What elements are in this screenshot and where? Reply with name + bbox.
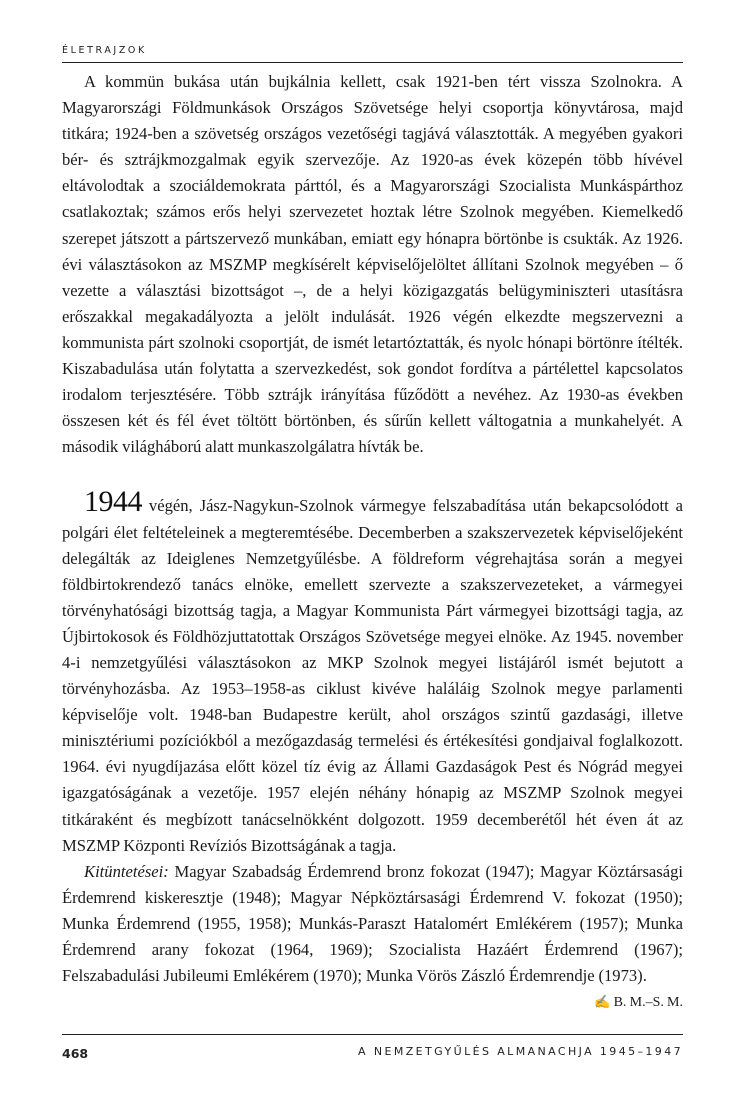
- paragraph-early-career: A kommün bukása után bujkálnia kellett, csak 1921-ben tért vissza Szolnokra. A Magyarországi Földmunkások Országos Szövetsége helyi csoportja könyvtárosa, majd titkára; 1924-ben a szövetség országos vezetőségi tagjává választották. A megyében gyakori bér- és sztrájkmozgalmak egyik szervezője. Az 1920-as évek közepén több hívével eltávolodtak a szociáldemokrata párttól, és a Magyarországi Szocialista Munkáspárthoz csatlakoztak; számos erős helyi szervezetet hoztak létre Szolnok megyében. Kiemelkedő szerepet játszott a pártszervező munkában, emiatt egy hónapra börtönbe is csukták. Az 1926. évi választásokon az MSZMP megkísérelt képviselőjelöltet állítani Szolnok megyében – ő vezette a választási bizottságot –, de a helyi közigazgatás belügyminiszteri utasításra erőszakkal megakadályozta a jelölt indulását. 1926 végén elkezdte megszervezni a kommunista párt szolnoki csoportját, de ismét letartóztatták, és nyolc hónapi börtönre ítélték. Kiszabadulása után folytatta a szervezkedést, sok gondot fordítva a pártélettel kapcsolatos irodalom terjesztésére. Több sztrájk irányítása fűződött a nevéhez. Az 1930-as években összesen két és fél évet töltött börtönben, és sűrűn kellett váltogatnia a munkahelyét. A második világháború alatt munkaszolgálatra hívták be.: [62, 72, 683, 457]
- awards-list: Magyar Szabadság Érdemrend bronz fokozat (1947); Magyar Köztársasági Érdemrend kiskeresztje (1948); Magyar Népköztársasági Érdemrend V. fokozat (1950); Munka Érdemrend (1955, 1958); Munkás-Paraszt Hatalomért Emlékérem (1957); Munka Érdemrend arany fokozat (1964, 1969); Szocialista Hazáért Érdemrend (1967); Felszabadulási Jubileumi Emlékérem (1970); Munka Vörös Zászló Érdemrendje (1973).: [62, 861, 683, 986]
- awards-label: Kitüntetései:: [84, 861, 169, 881]
- biography-text: [62, 69, 683, 1016]
- footer-rule: [62, 1034, 683, 1035]
- author-signature: [594, 989, 683, 1016]
- section-lead-year: 1944: [84, 485, 142, 519]
- pen-writing-icon: ✍: [594, 994, 611, 1010]
- page-number: 468: [62, 1046, 89, 1061]
- paragraph-awards: [62, 859, 683, 1011]
- running-head: ÉLETRAJZOK: [62, 45, 147, 56]
- book-title: A NEMZETGYŰLÉS ALMANACHJA 1945–1947: [358, 1045, 683, 1058]
- header-rule: [62, 62, 683, 63]
- paragraph-after-1944-text: végén, Jász-Nagykun-Szolnok vármegye felszabadítása után bekapcsolódott a polgári élet feltételeinek a megteremtésébe. Decemberben a szakszervezetek képviselőjeként delegálták az Ideiglenes Nemzetgyűlésbe. A földreform végrehajtása során a megyei földbirtokrendező tanács elnöke, emellett szervezte a szakszervezeteket, a vármegyei törvényhatósági bizottság tagja, a Magyar Kommunista Párt vármegyei bizottsági tagja, az Újbirtokosok és Földhözjuttatottak Országos Szövetsége megyei elnöke. Az 1945. november 4-i nemzetgyűlési választásokon az MKP Szolnok megyei listájáról ismét bejutott a törvényhozásba. Az 1953–1958-as ciklust kivéve haláláig Szolnok megye parlamenti képviselője volt. 1948-ban Budapestre került, ahol országos szintű gazdasági, illetve minisztériumi pozíciókból a mezőgazdaság termelési és értékesítési gondjaival foglalkozott. 1964. évi nyugdíjazása előtt közel tíz évig az Állami Gazdaságok Pest és Nógrád megyei igazgatóságának a vezetője. 1957 elején néhány hónapig az MSZMP Szolnok megyei titkáraként és megbízott tanácselnökként dolgozott. 1959 decemberétől hét éven át az MSZMP Központi Revíziós Bizottságának a tagja.: [62, 496, 683, 855]
- paragraph-after-1944: [62, 486, 683, 858]
- signature-authors: B. M.–S. M.: [613, 995, 683, 1011]
